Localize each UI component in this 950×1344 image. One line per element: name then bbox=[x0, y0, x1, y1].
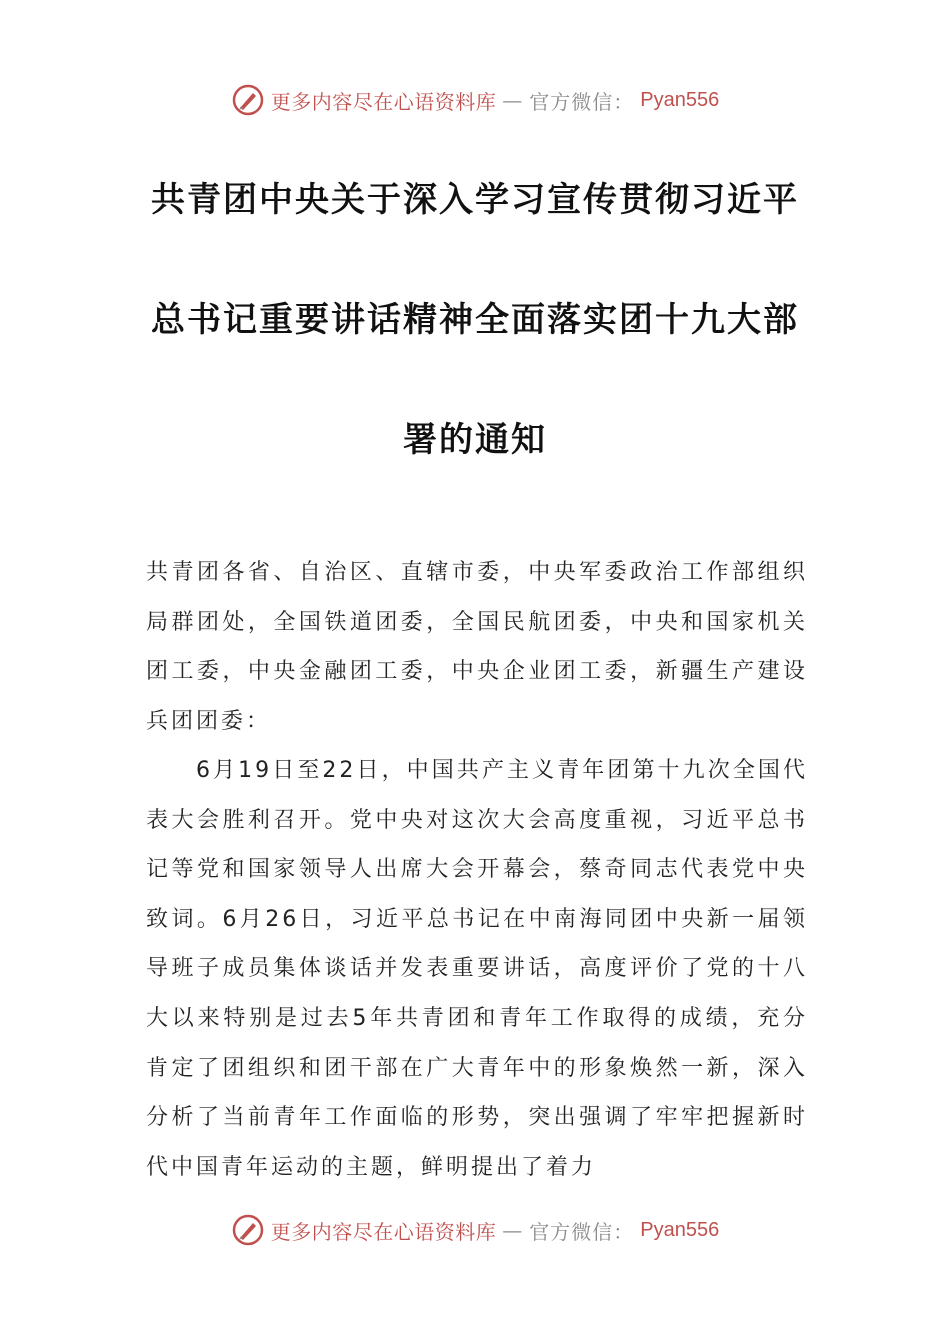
watermark-wechat-label: 官方微信： bbox=[529, 89, 635, 114]
watermark-main-text: 更多内容尽在心语资料库 bbox=[270, 89, 497, 114]
watermark-banner-top bbox=[0, 80, 950, 120]
document-title-line-2: 总书记重要讲话精神全面落实团十九大部 bbox=[151, 300, 799, 340]
watermark-dash: — bbox=[502, 1218, 524, 1242]
watermark-banner-bottom bbox=[0, 1210, 950, 1250]
body-paragraph-1: 6月19日至22日，中国共产主义青年团第十九次全国代表大会胜利召开。党中央对这次大会高度重视，习近平总书记等党和国家领导人出席大会开幕会，蔡奇同志代表党中央致词。6月26日，习近平总书记在中南海同团中央新一届领导班子成员集体谈话并发表重要讲话，高度评价了党的十八大以来特别是过去5年共青团和青年工作取得的成绩，充分肯定了团组织和团干部在广大青年中的形象焕然一新，深入分析了当前青年工作面临的形势，突出强调了牢牢把握新时代中国青年运动的主题，鲜明提出了着力 bbox=[146, 758, 808, 1180]
watermark-wechat-label: 官方微信： bbox=[529, 1219, 635, 1244]
watermark-wechat-id: Pyan556 bbox=[640, 1218, 720, 1241]
watermark-main-text: 更多内容尽在心语资料库 bbox=[270, 1219, 497, 1244]
salutation-paragraph: 共青团各省、自治区、直辖市委，中央军委政治工作部组织局群团处，全国铁道团委，全国民航团委，中央和国家机关团工委，中央金融团工委，中央企业团工委，新疆生产建设兵团团委： bbox=[146, 560, 808, 734]
pen-logo-icon bbox=[231, 83, 265, 117]
document-title-line-1: 共青团中央关于深入学习宣传贯彻习近平 bbox=[151, 180, 799, 220]
watermark-dash: — bbox=[502, 88, 524, 112]
document-title-line-3: 署的通知 bbox=[403, 420, 547, 460]
pen-logo-icon bbox=[231, 1213, 265, 1247]
watermark-wechat-id: Pyan556 bbox=[640, 88, 720, 111]
